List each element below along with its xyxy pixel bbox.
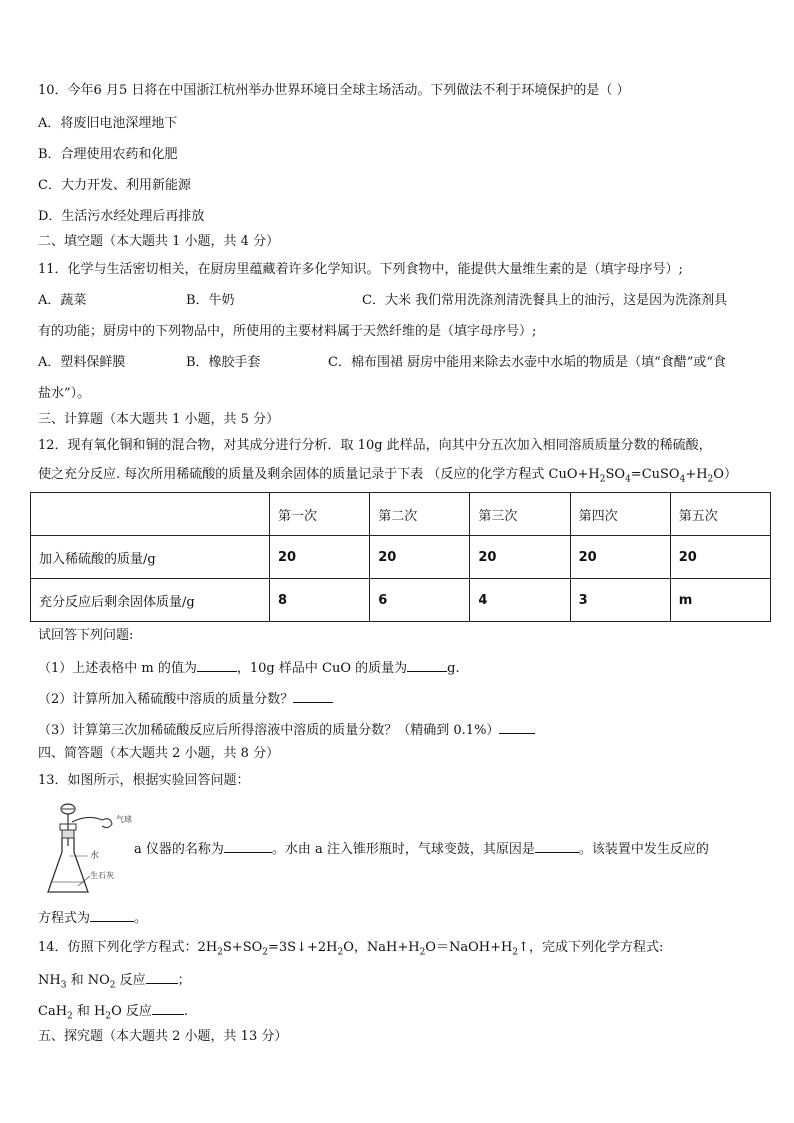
q10-option-d: D．生活污水经处理后再排放 bbox=[38, 209, 205, 224]
q11-line3: 有的功能；厨房中的下列物品中，所使用的主要材料属于天然纤维的是（填字母序号）; bbox=[38, 324, 537, 339]
q11-option-b2: B．橡胶手套 bbox=[186, 355, 261, 370]
table-header-cell: 第四次 bbox=[570, 493, 670, 536]
table-cell: 6 bbox=[370, 579, 470, 622]
q11-option-a2: A．塑料保鲜膜 bbox=[38, 355, 126, 370]
water-label: 水 bbox=[90, 851, 100, 861]
table-row-label: 充分反应后剩余固体质量/g bbox=[31, 579, 270, 622]
answer-blank[interactable] bbox=[90, 909, 134, 922]
q11-option-b: B．牛奶 bbox=[186, 293, 235, 308]
table-cell: 20 bbox=[470, 536, 570, 579]
answer-blank[interactable] bbox=[197, 659, 237, 672]
answer-blank[interactable] bbox=[535, 840, 579, 853]
q14-stem: 14．仿照下列化学方程式：$2H_2S+SO_2=3S↓+2H_2O$，$NaH+H_2O=NaOH+H_2↑$，完成下列化学方程式: bbox=[38, 940, 664, 958]
table-header-row bbox=[31, 493, 771, 536]
table-row bbox=[31, 579, 771, 622]
q12-sub3: （3）计算第三次加稀硫酸反应后所得溶液中溶质的质量分数？（精确到 0.1%） bbox=[38, 721, 535, 739]
q12-data-table bbox=[30, 492, 771, 622]
q12-sub2: （2）计算所加入稀硫酸中溶质的质量分数？ bbox=[38, 690, 333, 708]
q11-line1: 11．化学与生活密切相关，在厨房里蕴藏着许多化学知识。下列食物中，能提供大量维生素的是（填字母序号）; bbox=[38, 262, 683, 277]
table-cell: 3 bbox=[570, 579, 670, 622]
q11-line5: 盐水”）。 bbox=[38, 386, 91, 401]
table-cell: 20 bbox=[670, 536, 770, 579]
q12-prompt: 试回答下列问题: bbox=[38, 628, 134, 643]
table-header-cell: 第一次 bbox=[270, 493, 370, 536]
table-cell: 20 bbox=[370, 536, 470, 579]
table-header-cell: 第二次 bbox=[370, 493, 470, 536]
q12-line1: 12．现有氧化铜和铜的混合物，对其成分进行分析．取 10g 此样品，向其中分五次加入相同溶质质量分数的稀硫酸， bbox=[38, 438, 712, 453]
answer-blank[interactable] bbox=[407, 659, 447, 672]
answer-blank[interactable] bbox=[499, 721, 535, 734]
q11-option-a: A．蔬菜 bbox=[38, 293, 87, 308]
table-row-label: 加入稀硫酸的质量/g bbox=[31, 536, 270, 579]
q11-option-c2: C．棉布围裙 厨房中能用来除去水壶中水垢的物质是（填“食醋”或“食 bbox=[328, 355, 727, 370]
q13-equation-line: 方程式为 。 bbox=[38, 911, 148, 926]
section-2-heading: 二、填空题（本大题共 1 小题，共 4 分） bbox=[38, 234, 280, 249]
q10-stem: 10．今年6 月5 日将在中国浙江杭州举办世界环境日全球主场活动。下列做法不利于环境保护的是（ ） bbox=[38, 83, 630, 98]
q12-line2: 使之充分反应. 每次所用稀硫酸的质量及剩余固体的质量记录于下表 （反应的化学方程式 $CuO+H_2SO_4=CuSO_4+H_2O$） bbox=[38, 467, 737, 485]
q13-text: a 仪器的名称为 。水由 a 注入锥形瓶时，气球变鼓，其原因是 。该装置中发生反应的 bbox=[134, 842, 709, 857]
balloon-label: 气球 bbox=[116, 815, 132, 824]
answer-blank[interactable] bbox=[152, 1002, 184, 1015]
table-header-cell: 第三次 bbox=[470, 493, 570, 536]
answer-blank[interactable] bbox=[293, 690, 333, 703]
table-cell: 8 bbox=[270, 579, 370, 622]
q10-option-c: C．大力开发、利用新能源 bbox=[38, 178, 191, 193]
table-cell: 20 bbox=[570, 536, 670, 579]
q13-stem: 13．如图所示，根据实验回答问题： bbox=[38, 773, 250, 788]
q14-line2: CaH$_2$ 和 $H_2O$ 反应 . bbox=[38, 1004, 189, 1022]
lab-apparatus-figure bbox=[42, 800, 134, 900]
table-cell: 4 bbox=[470, 579, 570, 622]
answer-blank[interactable] bbox=[146, 971, 178, 984]
q12-sub1: （1）上述表格中 m 的值为 ，10g 样品中 CuO 的质量为 g. bbox=[38, 661, 460, 676]
section-5-heading: 五、探究题（本大题共 2 小题，共 13 分） bbox=[38, 1029, 288, 1044]
q10-option-b: B．合理使用农药和化肥 bbox=[38, 147, 178, 162]
table-cell: m bbox=[670, 579, 770, 622]
quicklime-label: 生石灰 bbox=[90, 871, 114, 880]
section-3-heading: 三、计算题（本大题共 1 小题，共 5 分） bbox=[38, 412, 280, 427]
answer-blank[interactable] bbox=[224, 840, 272, 853]
section-4-heading: 四、简答题（本大题共 2 小题，共 8 分） bbox=[38, 746, 280, 761]
q11-option-c: C．大米 我们常用洗涤剂清洗餐具上的油污，这是因为洗涤剂具 bbox=[362, 293, 728, 308]
q10-option-a: A．将废旧电池深埋地下 bbox=[38, 116, 178, 131]
table-header-cell bbox=[31, 493, 270, 536]
q14-line1: $NH_3$ 和 $NO_2$ 反应 ； bbox=[38, 973, 191, 991]
table-header-cell: 第五次 bbox=[670, 493, 770, 536]
table-cell: 20 bbox=[270, 536, 370, 579]
table-row bbox=[31, 536, 771, 579]
